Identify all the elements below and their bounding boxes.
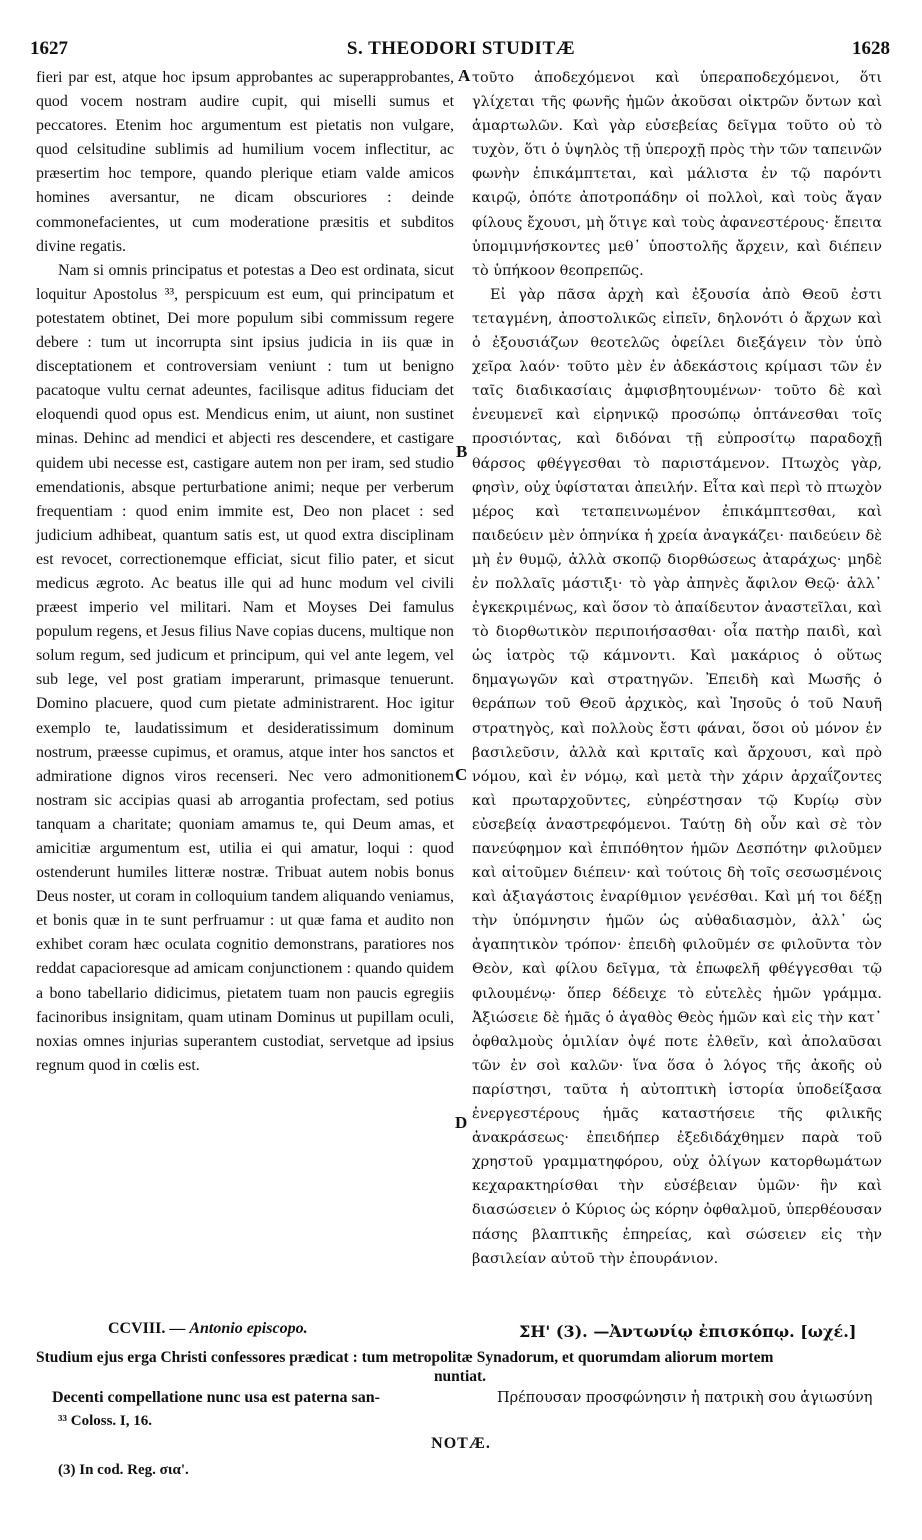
- next-letter-latin-start: Decenti compellatione nunc usa est paterna san-: [52, 1389, 380, 1406]
- section-marker-d: D: [455, 1113, 468, 1132]
- next-letter-greek-start: Πρέπουσαν προσφώνησιν ἡ πατρικὴ σου ἁγιωσύνη: [497, 1390, 873, 1406]
- footnote-reference: ³³ Coloss. I, 16.: [58, 1413, 153, 1429]
- notes-heading: NOTÆ.: [431, 1435, 491, 1452]
- letter-summary: [36, 1348, 884, 1386]
- page-header: [0, 38, 922, 64]
- greek-column: [472, 66, 882, 1271]
- section-marker-c: C: [455, 765, 468, 784]
- latin-paragraph-2: Nam si omnis principatus et potestas a Deo est ordinata, sicut loquitur Apostolus ³³, perspicuum est eum, qui principatum et potestatem obtinet, Dei more populum sibi commissum regere debere : tum ut incorrupta sint ipsius judicia in iis quæ in disceptationem et controversiam veniunt : tum ut benigno pacatoque vultu cernat adeuntes, facilisque aditus fiduciam det eloquendi quod opus est. Mendicus enim, ut aiunt, non sustinet minas. Dehinc ad mendici et abjecti res descendere, et castigare quidem ubi necesse est, castigare autem non per iram, sed studio emendationis, absque perturbatione animi; neque per verberum frequentiam : quod enim immite est, Deo non placet : sed judicium adhibeat, quantum satis est, ut quod extra disciplinam est revocet, correctionemque efficiat, sicut filio pater, et sicut medicus ægroto. Ac beatus ille qui ad hunc modum vel civili præest imperio vel militari. Nam et Moyses Dei famulus populum regens, et Jesus filius Nave copias ducens, multique non solum regum, sed judicum et principum, qui vel ante legem, vel sub lege, vel post gratiam imperarunt, primasque tenuerunt. Domino placuere, quod cum pietate administrarent. Hoc igitur exemplo te, laudatissimum et desideratissimum dominum nostrum, præesse cupimus, et oramus, atque inter hos sanctos et admiratione dignos viros recenseri. Nec vero admonitionem nostram sic accipias quasi ab arrogantia profectam, sed potius tanquam a charitate; quoniam amamus te, qui Deum amas, et amicitiæ argumentum est, utilia ei qui amatur, loqui : quod ostenderunt humiles litteræ nostræ. Tribuat autem nobis bonus Deus noster, ut coram in colloquium tandem aliquando veniamus, et bonis quæ in te sunt perfruamur : ut quæ fama et audito non exhibet coram hæc oculata cognitio demonstrans, paratiores nos reddat capacioresque ad amicam conjunctionem : quando quidem a bono tabellario didicimus, pietatem tuam non paucis egregiis facinoribus insignitam, quam utinam Dominus ut pupillam oculi, noxias omnes injurias superantem custodiat, servetque ad ipsius regnum quod in cœlis est.: [36, 261, 454, 1074]
- summary-text: Studium ejus erga Christi confessores prædicat : tum metropolitæ Synadorum, et quorumdam aliorum mortem: [36, 1349, 774, 1366]
- latin-column: [36, 66, 454, 1078]
- greek-paragraph-1: τοῦτο ἀποδεχόμενοι καὶ ὑπεραποδεχόμενοι, ὅτι γλίχεται τῆς φωνῆς ἡμῶν ἀκοῦσαι οἰκτρῶν ὄντων καὶ ἁμαρτωλῶν. Καὶ γὰρ εὐσεβείας δεῖγμα τοῦτο οὐ τὸ τυχὸν, ὅτι ὁ ὑψηλὸς τῇ ὑπεροχῇ πρὸς τὴν τῶν ταπεινῶν φωνὴν ἐπικάμπτεται, καὶ μάλιστα ἐν τῷ παρόντι καιρῷ, ὁπότε ἀποτροπάδην οἱ πολλοὶ, καὶ τοὺς ἄγαν φίλους ἔχουσι, μὴ ὅτιγε καὶ τοὺς ἀφανεστέρους· ἔπειτα ὑπομιμνήσκοντες μεθ᾽ ὑποστολῆς ἄρχειν, καὶ διέπειν τὸ ὑπήκοον θεοπρεπῶς.: [472, 70, 882, 279]
- greek-paragraph-2: Εἰ γὰρ πᾶσα ἀρχὴ καὶ ἐξουσία ἀπὸ Θεοῦ ἐστι τεταγμένη, ἀποστολικῶς εἰπεῖν, δηλονότι ὁ ἄρχων καὶ ὁ ἐξουσιάζων θεοτελῶς ὀφείλει διεξάγειν τὸν ὑπὸ χεῖρα λαόν· τοῦτο μὲν ἐν ἀδεκάστοις κρίμασι τῶν ἐν ταῖς διαδικασίαις ἀμφισβητουμένων· τοῦτο δὲ καὶ ἐνευμενεῖ καὶ εἰρηνικῷ προσώπῳ ὀπτάνεσθαι τοῖς προσιόντας, καὶ διδόναι τῇ εὐπροσίτῳ παραδοχῇ θάρσος φθέγγεσθαι τὸ παριστάμενον. Πτωχὸς γὰρ, φησὶν, οὐχ ὑφίσταται ἀπειλήν. Εἶτα καὶ περὶ τὸ πτωχὸν μέρος καὶ τεταπεινωμένον ἐπικάμπτεσθαι, καὶ παιδεύειν μὲν ὁπηνίκα ἡ χρεία ἀναγκάζει· παιδεύειν δὲ μὴ ἐν θυμῷ, ἀλλὰ σκοπῷ διορθώσεως ἀταράχως· μηδὲ ἐν πολλαῖς μάστιξι· τὸ γὰρ ἀπηνὲς ἄφιλον Θεῷ· ἀλλ᾽ ἐγκεκριμένως, καὶ ὅσον τὸ ἀπαίδευτον ἀναστεῖλαι, καὶ τὸ διορθωτικὸν περιποιήσασθαι· οἷα πατὴρ παιδὶ, καὶ ὡς ἰατρὸς τῷ κάμνοντι. Καὶ μακάριος ὁ οὕτως δημαγωγῶν καὶ στρατηγῶν. Ἐπειδὴ καὶ Μωσῆς ὁ θεράπων τοῦ Θεοῦ ἀρχικὸς, καὶ Ἰησοῦς ὁ τοῦ Ναυῆ στρατηγὸς, καὶ πολλοὺς ἔστι φάναι, ὅσοι οὐ μόνον ἐν βασιλεῦσιν, ἀλλὰ καὶ κριταῖς καὶ ἄρχουσι, καὶ πρὸ νόμου, καὶ ἐν νόμῳ, καὶ μετὰ τὴν χάριν ἀρχαΐζοντες καὶ πρωταρχοῦντες, εὐηρέστησαν τῷ Κυρίῳ σὺν εὐσεβείᾳ ἀναστρεφόμενοι. Ταύτῃ δὴ οὖν καὶ σὲ τὸν πανεύφημον καὶ ἐπιπόθητον ἡμῶν Δεσπότην φιλοῦμεν καὶ αἰτοῦμεν διέπειν· καὶ τούτοις δὴ τοῖς σεσωσμένοις καὶ ἀξιαγάστοις ἐναρίθμιον γενέσθαι. Καὶ μή τοι δέξῃ τὴν ὑπόμνησιν ἡμῶν ὡς αὐθαδιασμὸν, ἀλλ᾽ ὡς ἀγαπητικὸν τρόπον· ἐπειδὴ φιλοῦμέν σε φιλοῦντα τὸν Θεὸν, καὶ φίλου δεῖγμα, τὰ ἐπωφελῆ φθέγγεσθαι τῷ φιλουμένῳ· ὅπερ δέδειχε τὸ εὐτελὲς ἡμῶν γράμμα. Ἀξιώσειε δὲ ἡμᾶς ὁ ἀγαθὸς Θεὸς ἡμῶν καὶ εἰς τὴν κατ᾽ ὀφθαλμοὺς ὁμιλίαν ὀψέ ποτε ἐλθεῖν, καὶ ἀπολαῦσαι τῶν ἐν σοὶ καλῶν· ἵνα ὅσα ὁ λόγος τῆς ἀκοῆς οὐ παρίστησι, ταῦτα ἡ αὐτοπτικὴ ἱστορία ὑποδείξασα ἐνεργεστέρους ἡμᾶς καταστήσειε τῆς φιλικῆς ἀνακράσεως· ἐπειδήπερ ἐξεδιδάχθημεν παρὰ τοῦ χρηστοῦ γραμματηφόρου, οὐχ ὀλίγων κατορθωμάτων κεχαρακτηρίσθαι τὴν εὐσέβειαν ὑμῶν· ἣν καὶ διασώσειεν ὁ Κύριος ὡς κόρην ὀφθαλμοῦ, ὑπερθέουσαν πάσης βλαπτικῆς ἐπηρείας, καὶ σώσειεν εἰς τὴν βασιλείαν αὐτοῦ τὴν ἐπουράνιον.: [472, 286, 882, 1267]
- latin-paragraph-1: fieri par est, atque hoc ipsum approbantes ac superapprobantes, quod vocem nostram audire cupit, qui miselli sumus et peccatores. Etenim hoc argumentum est pietatis non vulgare, quod celsitudine sublimis ad humilium vocem inflectitur, ac præsertim hoc tempore, quando plerique etiam valde amicos homines aversantur, ne dicam obscuriores : deinde commonefacientes, ut cum moderatione præsitis et subditos divine regatis.: [36, 69, 454, 255]
- running-title: S. THEODORI STUDITÆ: [346, 38, 576, 59]
- section-marker-a: A: [458, 66, 471, 85]
- section-marker-b: B: [456, 442, 468, 461]
- page-number-right: 1628: [852, 38, 890, 59]
- letter-addressee: Antonio episcopo.: [189, 1320, 308, 1337]
- letter-number: CCVIII. —: [108, 1320, 186, 1337]
- page-number-left: 1627: [30, 38, 68, 59]
- footnote-note: (3) In cod. Reg. σια'.: [58, 1462, 189, 1478]
- summary-end: nuntiat.: [433, 1368, 487, 1385]
- letter-heading-greek: ΣΗ' (3). —Ἀντωνίῳ ἐπισκόπῳ. [ωχέ.]: [519, 1322, 857, 1341]
- letter-heading-latin: [108, 1320, 308, 1338]
